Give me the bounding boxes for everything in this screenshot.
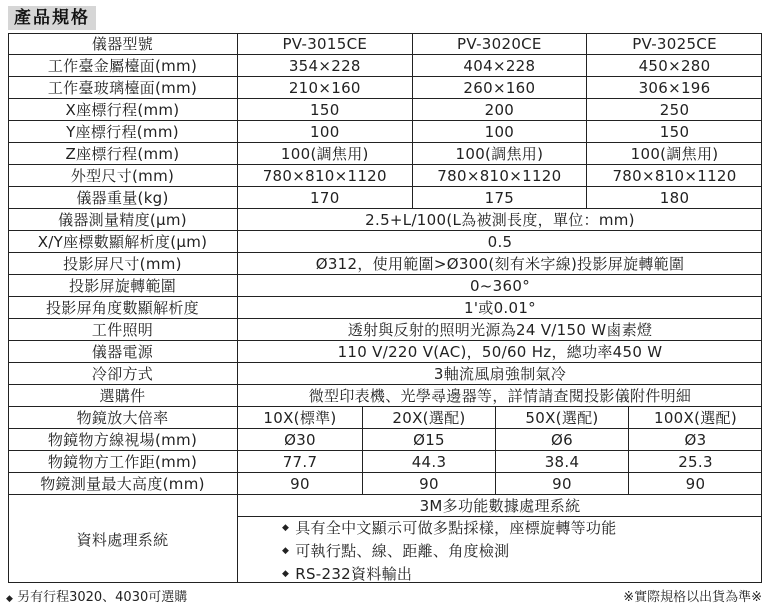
table-cell: 10X(標準) — [238, 407, 363, 428]
table-cell: 100 — [413, 121, 588, 142]
table-cell: 780×810×1120 — [612, 166, 737, 185]
table-row — [8, 121, 762, 143]
row-label: 投影屏角度數顯解析度 — [8, 297, 238, 318]
table-cell: 0.5 — [487, 232, 513, 251]
table-cell: 77.7 — [238, 451, 363, 472]
row-label: Z座標行程(mm) — [8, 143, 238, 164]
row-label: 選購件 — [8, 385, 238, 406]
table-cell: 25.3 — [678, 452, 713, 471]
table-row — [8, 341, 762, 363]
model-header: PV-3020CE — [413, 33, 588, 54]
table-row — [8, 319, 762, 341]
list-item — [282, 517, 762, 540]
row-label: 外型尺寸(mm) — [8, 165, 238, 186]
table-cell: 150 — [659, 122, 690, 141]
table-cell: 100X(選配) — [653, 409, 737, 427]
row-label: 投影屏尺寸(mm) — [8, 253, 238, 274]
table-cell: 38.4 — [496, 451, 629, 472]
table-cell: 2.5+L/100(L為被測長度，單位：mm) — [365, 211, 635, 229]
row-label: 儀器電源 — [8, 341, 238, 362]
table-row — [8, 363, 762, 385]
table-cell: Ø30 — [238, 429, 363, 450]
row-label: 工件照明 — [8, 319, 238, 340]
table-cell: 175 — [413, 187, 588, 208]
model-header: PV-3025CE — [632, 34, 717, 53]
table-row — [8, 407, 762, 429]
table-row — [8, 209, 762, 231]
diamond-bullet-icon: ◆ — [282, 546, 290, 556]
model-header: PV-3015CE — [238, 33, 413, 54]
table-cell: 450×280 — [638, 56, 711, 75]
footer-note-right: ※實際規格以出貨為準※ — [623, 590, 762, 605]
table-cell: 210×160 — [238, 77, 413, 98]
table-cell: 354×228 — [238, 55, 413, 76]
row-label: 儀器型號 — [8, 33, 238, 54]
table-row — [8, 297, 762, 319]
data-system-list — [238, 517, 762, 583]
table-cell: 170 — [238, 187, 413, 208]
row-label: 物鏡物方工作距(mm) — [8, 451, 238, 472]
list-item — [282, 540, 762, 563]
row-label: 物鏡測量最大高度(mm) — [8, 473, 238, 494]
table-cell: 780×810×1120 — [413, 165, 588, 186]
list-item-text: RS-232資料輸出 — [295, 565, 413, 583]
list-item-text: 可執行點、線、距離、角度檢測 — [295, 542, 510, 560]
diamond-bullet-icon: ◆ — [6, 594, 13, 604]
table-cell: 20X(選配) — [363, 407, 496, 428]
table-header-row — [8, 33, 762, 55]
table-row — [8, 99, 762, 121]
table-cell: Ø15 — [363, 429, 496, 450]
table-row — [8, 473, 762, 495]
list-item-text: 具有全中文顯示可做多點採樣，座標旋轉等功能 — [295, 519, 617, 537]
diamond-bullet-icon: ◆ — [282, 523, 290, 533]
table-cell: 90 — [685, 474, 706, 493]
table-row — [8, 143, 762, 165]
list-item — [282, 563, 762, 583]
row-label: X座標行程(mm) — [8, 99, 238, 120]
row-label: X/Y座標數顯解析度(µm) — [8, 231, 238, 252]
table-cell: Ø6 — [496, 429, 629, 450]
table-cell: 1'或0.01° — [464, 299, 536, 317]
table-cell: 90 — [363, 473, 496, 494]
row-label: 儀器測量精度(µm) — [8, 209, 238, 230]
table-cell: 0~360° — [469, 276, 531, 295]
table-cell: 180 — [659, 188, 690, 207]
row-label: 資料處理系統 — [8, 495, 238, 583]
table-cell: 150 — [238, 99, 413, 120]
row-label: Y座標行程(mm) — [8, 121, 238, 142]
table-row — [8, 77, 762, 99]
table-cell: 250 — [659, 100, 690, 119]
section-title: 產品規格 — [8, 6, 96, 30]
data-system-cell — [238, 495, 762, 583]
table-cell: 透射與反射的照明光源為24 V/150 W鹵素燈 — [347, 321, 653, 339]
table-cell: 306×196 — [638, 78, 711, 97]
table-cell: 100(調焦用) — [238, 143, 413, 164]
table-row — [8, 451, 762, 473]
table-cell: 100 — [238, 121, 413, 142]
data-system-row — [8, 495, 762, 583]
table-cell: 44.3 — [363, 451, 496, 472]
table-cell: Ø312，使用範圍>Ø300(刻有米字線)投影屏旋轉範圍 — [315, 255, 685, 273]
table-cell: 260×160 — [413, 77, 588, 98]
table-cell: 100(調焦用) — [630, 145, 719, 163]
row-label: 儀器重量(kg) — [8, 187, 238, 208]
table-row — [8, 231, 762, 253]
row-label: 工作臺金屬檯面(mm) — [8, 55, 238, 76]
row-label: 投影屏旋轉範圍 — [8, 275, 238, 296]
spec-table — [8, 33, 762, 583]
table-cell: 100(調焦用) — [413, 143, 588, 164]
row-label: 物鏡物方線視場(mm) — [8, 429, 238, 450]
footer-note-left — [6, 586, 187, 605]
row-label: 物鏡放大倍率 — [8, 407, 238, 428]
table-cell: 90 — [496, 473, 629, 494]
footer-left-text: 另有行程3020、4030可選購 — [17, 590, 188, 605]
row-label: 冷卻方式 — [8, 363, 238, 384]
table-row — [8, 187, 762, 209]
table-cell: 微型印表機、光學尋邊器等，詳情請查閱投影儀附件明細 — [308, 387, 692, 405]
row-label: 工作臺玻璃檯面(mm) — [8, 77, 238, 98]
table-row — [8, 165, 762, 187]
table-cell: Ø3 — [684, 430, 707, 449]
table-row — [8, 253, 762, 275]
table-cell: 780×810×1120 — [238, 165, 413, 186]
table-cell: 110 V/220 V(AC)，50/60 Hz，總功率450 W — [337, 343, 663, 361]
table-row — [8, 429, 762, 451]
table-row — [8, 275, 762, 297]
table-cell: 200 — [413, 99, 588, 120]
table-cell: 90 — [238, 473, 363, 494]
table-row — [8, 385, 762, 407]
table-cell: 404×228 — [413, 55, 588, 76]
table-row — [8, 55, 762, 77]
table-cell: 3軸流風扇強制氣冷 — [433, 365, 567, 383]
data-system-heading: 3M多功能數據處理系統 — [238, 495, 762, 517]
table-cell: 50X(選配) — [496, 407, 629, 428]
diamond-bullet-icon: ◆ — [282, 569, 290, 579]
